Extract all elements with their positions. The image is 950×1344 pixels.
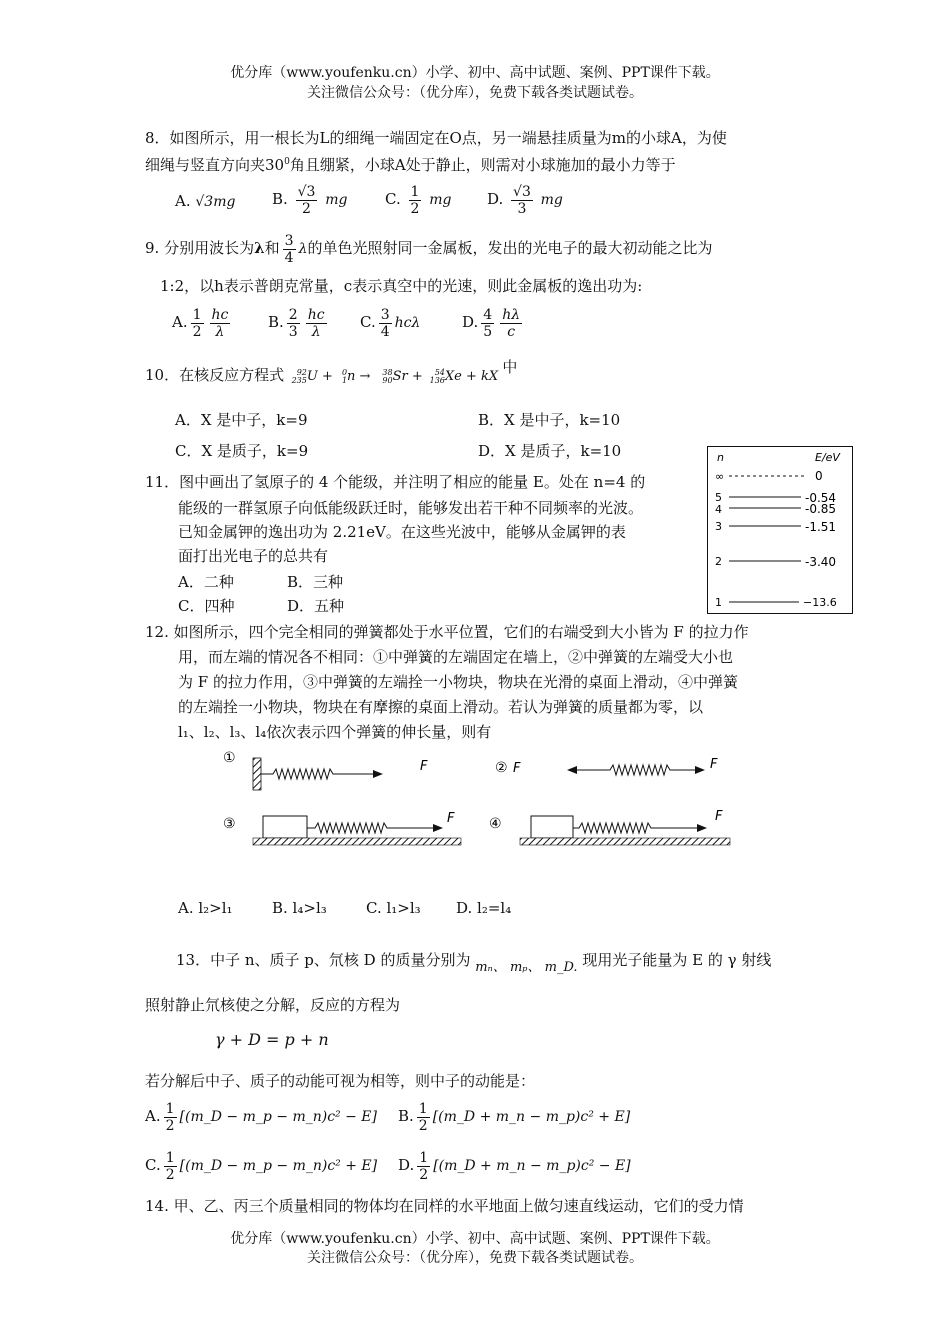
q11-line-4: 面打出光电子的总共有 [178,547,329,565]
fig4-arrowhead [697,824,707,832]
level-2-E: -3.40 [805,555,837,569]
level-4-E: -0.85 [805,502,837,516]
level-2-n: 2 [715,555,722,568]
diagram-head-n: n [717,451,724,464]
level-5-n: 5 [715,491,722,504]
level-3-E: -1.51 [805,520,837,534]
q8-option-b: B. $\frac{√3}{2}$ mg [272,183,348,217]
fig4-force-label: F [715,809,723,824]
q8-option-d: D. $\frac{√3}{3}$ mg [487,183,563,217]
header-line-2: 关注微信公众号：（优分库），免费下载各类试题试卷。 [307,85,643,101]
q10-option-a: A．X 是中子，k=9 [175,411,308,429]
q9-option-b: B. $\frac{2}{3}$ $\frac{hc}{\lambda}$ [268,306,325,340]
level-inf-n: ∞ [715,470,725,483]
q12-option-b: B. l₄>l₃ [272,899,327,917]
energy-level-diagram [707,446,853,614]
q9-line-1: 9. 分别用波长为λ和 $\frac{3}{4}$ λ的单色光照射同一金属板，发出的光电子的最大初动能之比为 [145,232,713,266]
q8-option-a: A. √3mg [175,192,236,210]
q11-option-c: C．四种 [178,597,235,615]
header-line-1: 优分库（www.youfenku.cn）小学、初中、高中试题、案例、PPT课件下载。 [230,65,720,81]
fig2-right-force-label: F [710,757,718,772]
fig1-wall [253,758,261,790]
fig2-left-force-label: F [513,761,521,776]
fig3-block [263,816,307,838]
level-4-n: 4 [715,503,722,516]
fig4-label: ④ [489,816,502,832]
level-1-n: 1 [715,596,722,609]
q14-line-1: 14. 甲、乙、丙三个质量相同的物体均在同样的水平地面上做匀速直线运动，它们的受力情 [145,1197,744,1215]
q13-option-d: D. $\frac{1}{2}$ [(m_D + m_n − m_p)c² − E] [398,1149,631,1183]
q11-option-d: D．五种 [287,597,345,615]
q12-line-3: 为 F 的拉力作用，③中弹簧的左端拴一小物块，物块在光滑的桌面上滑动，④中弹簧 [178,673,738,691]
fig3-arrowhead [433,824,443,832]
q13-option-a: A. $\frac{1}{2}$ [(m_D − m_p − m_n)c² − E] [145,1100,377,1134]
fig1-arrowhead [373,770,383,778]
q12-line-2: 用，而左端的情况各不相同：①中弹簧的左端固定在墙上，②中弹簧的左端受大小也 [178,648,734,666]
q13-line-1: 13．中子 n、质子 p、氘核 D 的质量分别为 mₙ、 mₚ、 m_D. 现用光子能量为 E 的 γ 射线 [176,951,772,975]
q13-option-b: B. $\frac{1}{2}$ [(m_D + m_n − m_p)c² + E] [398,1100,631,1134]
q11-option-b: B．三种 [287,573,344,591]
q12-option-c: C. l₁>l₃ [366,899,421,917]
footer-line-1: 优分库（www.youfenku.cn）小学、初中、高中试题、案例、PPT课件下载。 [230,1231,720,1247]
fig3-spring [307,823,433,833]
fig2-right-arrowhead [695,766,705,774]
q10-option-c: C．X 是质子，k=9 [175,442,309,460]
footer-line-2: 关注微信公众号：（优分库），免费下载各类试题试卷。 [307,1250,643,1266]
fig1-spring [261,769,375,779]
q9-option-a: A. $\frac{1}{2}$ $\frac{hc}{\lambda}$ [172,306,229,340]
fig2-label: ② [495,760,508,776]
fig2-spring [577,765,697,775]
q10-option-d: D．X 是质子，k=10 [478,442,622,460]
q11-line-2: 能级的一群氢原子向低能级跃迁时，能够发出若干种不同频率的光波。 [178,499,644,517]
level-inf-E: 0 [815,469,823,483]
q11-line-3: 已知金属钾的逸出功为 2.21eV。在这些光波中，能够从金属钾的表 [178,523,626,541]
q13-line-3: 若分解后中子、质子的动能可视为相等，则中子的动能是： [145,1072,536,1090]
fig1-force-label: F [420,759,428,774]
fig3-label: ③ [223,816,236,832]
q8-option-c: C. $\frac{1}{2}$ mg [385,183,452,217]
diagram-head-E: E/eV [815,451,840,464]
q13-equation: γ + D = p + n [215,1030,329,1049]
fig2-left-arrowhead [567,766,577,774]
q13-line-2: 照射静止氘核使之分解，反应的方程为 [145,996,401,1014]
fig1-label: ① [223,750,236,766]
springs-figure [215,748,735,856]
q10-option-b: B．X 是中子，k=10 [478,411,621,429]
q12-option-a: A. l₂>l₁ [178,899,233,917]
q12-line-1: 12. 如图所示，四个完全相同的弹簧都处于水平位置，它们的右端受到大小皆为 F 的拉力作 [145,623,749,641]
fig3-force-label: F [447,811,455,826]
q9-option-c: C. $\frac{3}{4}$ hcλ [360,306,421,340]
q12-line-4: 的左端拴一小物块，物块在有摩擦的桌面上滑动。若认为弹簧的质量都为零，以 [178,698,704,716]
fig4-table [520,838,730,845]
q8-line-1: 8．如图所示，用一根长为L的细绳一端固定在O点，另一端悬挂质量为m的小球A，为使 [145,129,727,147]
q8-line-2: 细绳与竖直方向夹$30^0$角且绷紧，小球A处于静止，则需对小球施加的最小力等于 [145,156,676,174]
fig4-block [531,816,573,838]
q9-line-2: 1:2，以h表示普朗克常量，c表示真空中的光速，则此金属板的逸出功为: [160,277,643,295]
level-3-n: 3 [715,520,722,533]
q12-line-5: l₁、l₂、l₃、l₄依次表示四个弹簧的伸长量，则有 [178,723,492,741]
q13-option-c: C. $\frac{1}{2}$ [(m_D − m_p − m_n)c² + E] [145,1149,378,1183]
q9-option-d: D. $\frac{4}{5}$ $\frac{h\lambda}{c}$ [462,306,521,340]
q10-stem: 10．在核反应方程式 235 92 U + 1 0 n → 90 38 Sr + 136 54 Xe + kX 中 [145,358,518,385]
fig3-table [253,838,461,845]
q12-option-d: D. l₂=l₄ [456,899,512,917]
fig4-spring [573,823,697,833]
q11-option-a: A．二种 [178,573,234,591]
level-1-E: −13.6 [803,596,837,609]
q11-line-1: 11．图中画出了氢原子的 4 个能级，并注明了相应的能量 E。处在 n=4 的 [145,473,646,491]
level-5-E: -0.54 [805,491,837,505]
